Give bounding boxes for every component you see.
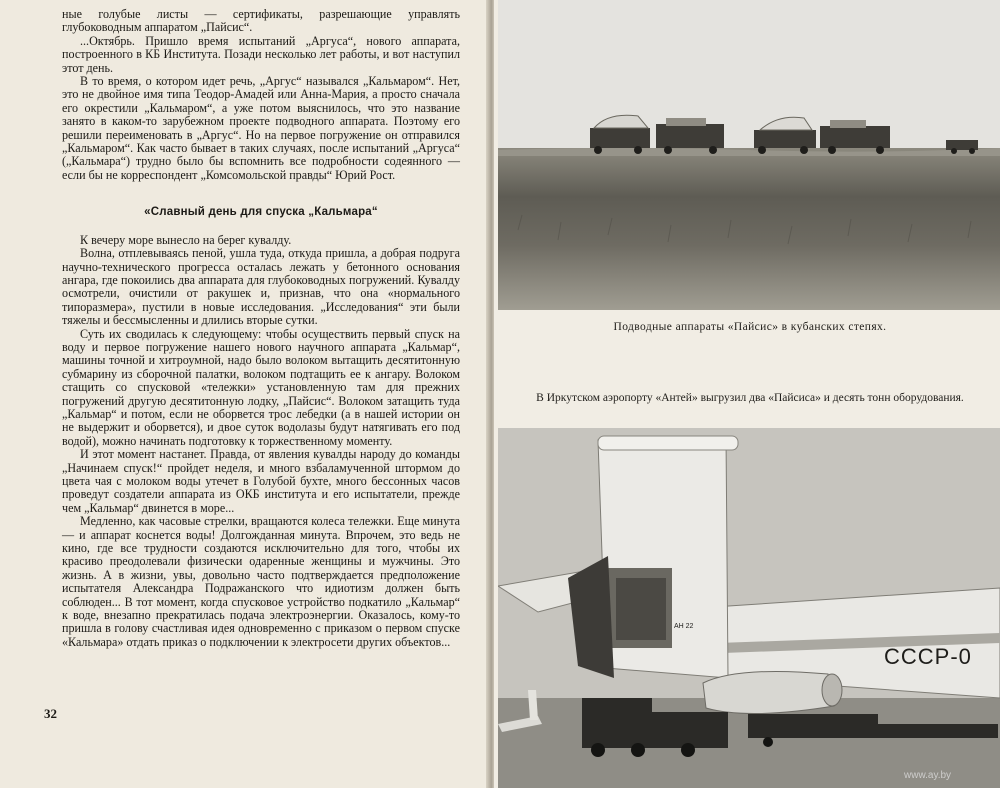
photo-antei-aircraft (498, 428, 1000, 788)
paragraph: Медленно, как часовые стрелки, вращаются колеса тележки. Еще минута — и аппарат коснется воды! Долгожданная минута. Впрочем, это ведь не кино, где все трудности создаются исключительно для того, чтобы их красиво преодолевали физически одаренные женщины и мужчины. Это жизнь. А в жизни, увы, довольно часто подтверждается предположение испытателя Александра Подражанского что идиотизм должен быть соблюден... В тот момент, когда спусковое устройство подкатило „Кальмар“ к воде, внезапно прекратилась подача электроэнергии. Оказалось, кому-то пришла в голову счастливая идея одновременно с приказом о первом спуске «Кальмара» отдать приказ о подключении к электросети других объектов... (62, 514, 460, 649)
paragraph: Волна, отплевываясь пеной, ушла туда, откуда пришла, а добрая подруга научно-технического прогресса осталась лежать у бетонного основания ангара, где покоились два аппарата для глубоководных погружений. Кувалду осмотрели, очистили от ракушек и, признав, что она «нормального типоразмера», пустили в новые исследования. „Исследования“ эти были тяжелы и бессмысленны и длились вторые сутки. (62, 246, 460, 328)
left-page (0, 0, 490, 788)
aircraft-tail-mark: АН 22 (674, 623, 694, 630)
watermark: www.ay.by (904, 770, 952, 781)
aircraft-illustration (498, 428, 1000, 788)
paragraph: ...Октябрь. Пришло время испытаний „Аргуса“, нового аппарата, построенного в КБ Института. Позади несколько лет работы, и вот наступил этот день. (62, 33, 460, 75)
left-page-text (62, 8, 460, 649)
paragraph: В то время, о котором идет речь, „Аргус“ назывался „Кальмаром“. Нет, это не двойное имя типа Теодор-Амадей или Анна-Мария, а просто сначала его окрестили „Кальмаром“, а уже потом выяснилось, что это название занято в каком-то зарубежном проекте подводного аппарата. Поэтому его решили переименовать в „Аргус“. Но на первое погружение он отправился „Кальмаром“. Как часто бывает в таких случаях, после испытаний „Аргуса“ („Кальмара“) трудно было бы вспомнить все подробности содеянного — если бы не корреспондент „Комсомольской правды“ Юрий Рост. (62, 74, 460, 182)
paragraph: ные голубые листы — сертификаты, разрешающие управлять глубоководным аппаратом „Пайсис“. (62, 7, 460, 35)
photo-caption-airport: В Иркутском аэропорту «Антей» выгрузил два «Пайсиса» и десять тонн оборудования. (536, 392, 964, 404)
paragraph: Суть их сводилась к следующему: чтобы осуществить первый спуск на воду и первое погружение нашего нового научного аппарата „Кальмар“, машины точной и хитроумной, надо было волоком вытащить десятитонную субмарину из сборочной палатки, волоком подтащить ее к ангару. Волоком стащить со спусковой «тележки» установленную там для прежних погружений другую десятитонную лодку, „Пайсис“. Волоком затащить туда „Кальмар“ и потом, если не оборвется трос лебедки (а в нашей истории он не выдержит и оборвется), и двое суток водолазы будут натягивать его под водой), можно начинать подготовку к торжественному моменту. (62, 326, 460, 448)
steppe-convoy-illustration (498, 0, 1000, 310)
section-title: «Славный день для спуска „Кальмара“ (144, 206, 378, 219)
photo-steppe-convoy (498, 0, 1000, 310)
photo-caption-steppe: Подводные аппараты «Пайсис» в кубанских степях. (613, 321, 887, 333)
paragraph: К вечеру море вынесло на берег кувалду. (80, 232, 292, 247)
page-number: 32 (44, 706, 57, 721)
aircraft-registration: СССР-0 (884, 644, 972, 669)
paragraph: И этот момент настанет. Правда, от явления кувалды народу до команды „Начинаем спуск!“ пройдет неделя, и много взбаламученной штормом до цвета чая с молоком воды утечет в Голубой бухте, много бессонных часов проведут создатели аппарата из ОКБ института и его испытатели, прежде чем „Кальмар“ двинется в море... (62, 447, 460, 515)
